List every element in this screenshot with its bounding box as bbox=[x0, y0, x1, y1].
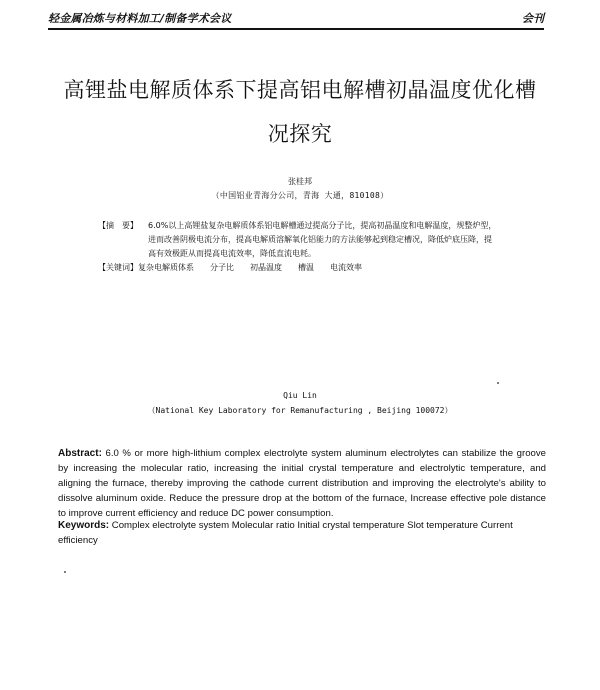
header-conference-name: 轻金属冶炼与材料加工/制备学术会议 bbox=[48, 12, 232, 25]
abstract-chinese bbox=[98, 219, 498, 261]
keyword-cn: 分子比 bbox=[210, 263, 234, 272]
author-chinese: 张桂邦 bbox=[288, 177, 312, 186]
abstract-english-label: Abstract: bbox=[58, 448, 102, 459]
scan-speck bbox=[497, 382, 499, 384]
abstract-chinese-text: 6.0%以上高锂盐复杂电解质体系铝电解槽通过提高分子比，提高初晶温度和电解温度，规整炉型，进而改善阴极电流分布，提高电解质溶解氧化铝能力的方法能够起到稳定槽况，降低炉底压降，提高有效极距从而提高电流效率，降低直流电耗。 bbox=[148, 221, 497, 258]
keywords-english-text: Complex electrolyte system Molecular ratio Initial crystal temperature Slot temperature Current efficiency bbox=[58, 520, 513, 546]
header-proceedings-label: 会刊 bbox=[522, 12, 544, 25]
author-english: Qiu Lin bbox=[283, 391, 317, 400]
paper-title bbox=[40, 68, 560, 156]
title-line-2: 况探究 bbox=[267, 122, 333, 146]
abstract-english-text: 6.0 % or more high-lithium complex electrolyte system aluminum electrolytes can stabilize the groove by increasing the molecular ratio, increasing the initial crystal temperature and electrolytic temperature, and aligning the furnace, thereby improving the cathode current distribution and improving the electrolyte's ability to dissolve aluminum oxide. Reduce the pressure drop at the bottom of the furnace, Increase effective pole distance to improve current efficiency and reduce DC power consumption. bbox=[58, 448, 546, 519]
keyword-cn: 电流效率 bbox=[330, 263, 362, 272]
keyword-cn: 复杂电解质体系 bbox=[138, 263, 194, 272]
keywords-english bbox=[58, 518, 546, 548]
abstract-english bbox=[58, 446, 546, 521]
keyword-cn: 初晶温度 bbox=[250, 263, 282, 272]
abstract-chinese-label: 【摘 要】 bbox=[98, 221, 138, 230]
keyword-cn: 槽温 bbox=[298, 263, 314, 272]
keywords-english-label: Keywords: bbox=[58, 520, 110, 531]
affiliation-english: （National Key Laboratory for Remanufacturing , Beijing 100072） bbox=[147, 406, 453, 415]
title-line-1: 高锂盐电解质体系下提高铝电解槽初晶温度优化槽 bbox=[63, 78, 537, 102]
running-header bbox=[48, 8, 544, 30]
affiliation-chinese: （中国铝业青海分公司，青海 大通，810108） bbox=[211, 191, 389, 200]
scan-speck bbox=[64, 571, 66, 573]
keywords-chinese-label: 【关键词】 bbox=[98, 263, 138, 272]
keywords-chinese bbox=[98, 262, 378, 273]
